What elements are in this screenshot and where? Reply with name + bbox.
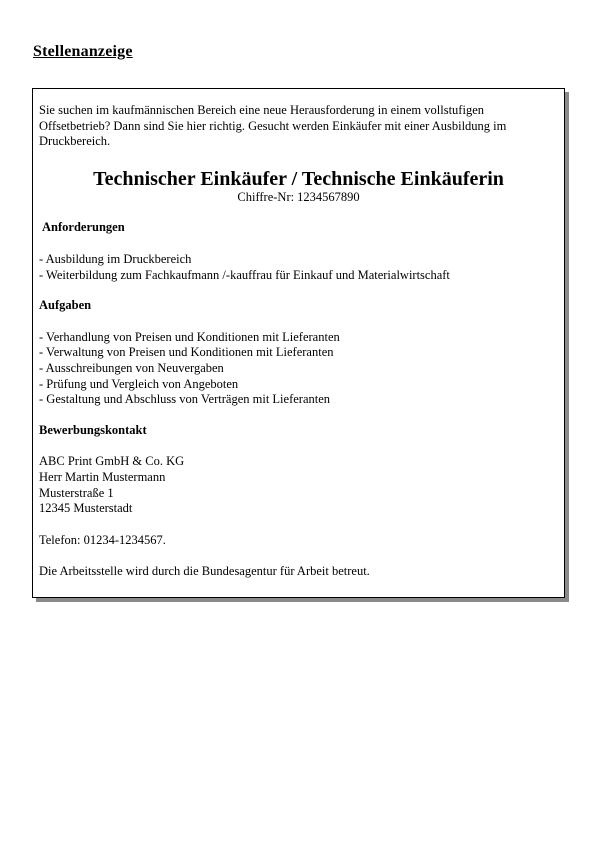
requirements-heading: Anforderungen xyxy=(42,220,125,235)
requirements-list xyxy=(39,252,558,283)
chiffre-number: 1234567890 xyxy=(297,189,360,204)
task-item: - Verhandlung von Preisen und Konditionen mit Lieferanten xyxy=(39,329,340,344)
chiffre-label: Chiffre-Nr: xyxy=(237,189,295,204)
contact-phone: Telefon: 01234-1234567. xyxy=(39,532,166,547)
contact-address xyxy=(39,454,558,516)
chiffre-line xyxy=(39,190,558,206)
contact-heading: Bewerbungskontakt xyxy=(39,422,147,437)
page-heading: Stellenanzeige xyxy=(33,43,133,60)
contact-company: ABC Print GmbH & Co. KG xyxy=(39,454,185,469)
task-item: - Verwaltung von Preisen und Konditionen mit Lieferanten xyxy=(39,345,334,360)
tasks-heading: Aufgaben xyxy=(39,298,92,313)
requirement-item: - Ausbildung im Druckbereich xyxy=(39,251,192,266)
contact-street: Musterstraße 1 xyxy=(39,485,114,500)
tasks-list xyxy=(39,330,558,408)
task-item: - Gestaltung und Abschluss von Verträgen mit Lieferanten xyxy=(39,392,331,407)
task-item: - Prüfung und Vergleich von Angeboten xyxy=(39,376,239,391)
task-item: - Ausschreibungen von Neuvergaben xyxy=(39,360,224,375)
footer-note: Die Arbeitsstelle wird durch die Bundesagentur für Arbeit betreut. xyxy=(39,564,370,579)
contact-city: 12345 Musterstadt xyxy=(39,501,133,516)
ad-intro-text: Sie suchen im kaufmännischen Bereich eine neue Herausforderung in einem vollstufigen Offsetbetrieb? Dann sind Sie hier richtig. Gesucht werden Einkäufer mit einer Ausbildung im Druckbereich. xyxy=(39,103,507,149)
job-title: Technischer Einkäufer / Technische Einkäuferin xyxy=(93,167,504,190)
requirement-item: - Weiterbildung zum Fachkaufmann /-kauffrau für Einkauf und Materialwirtschaft xyxy=(39,267,450,282)
contact-person: Herr Martin Mustermann xyxy=(39,469,166,484)
job-ad-box xyxy=(32,88,565,598)
